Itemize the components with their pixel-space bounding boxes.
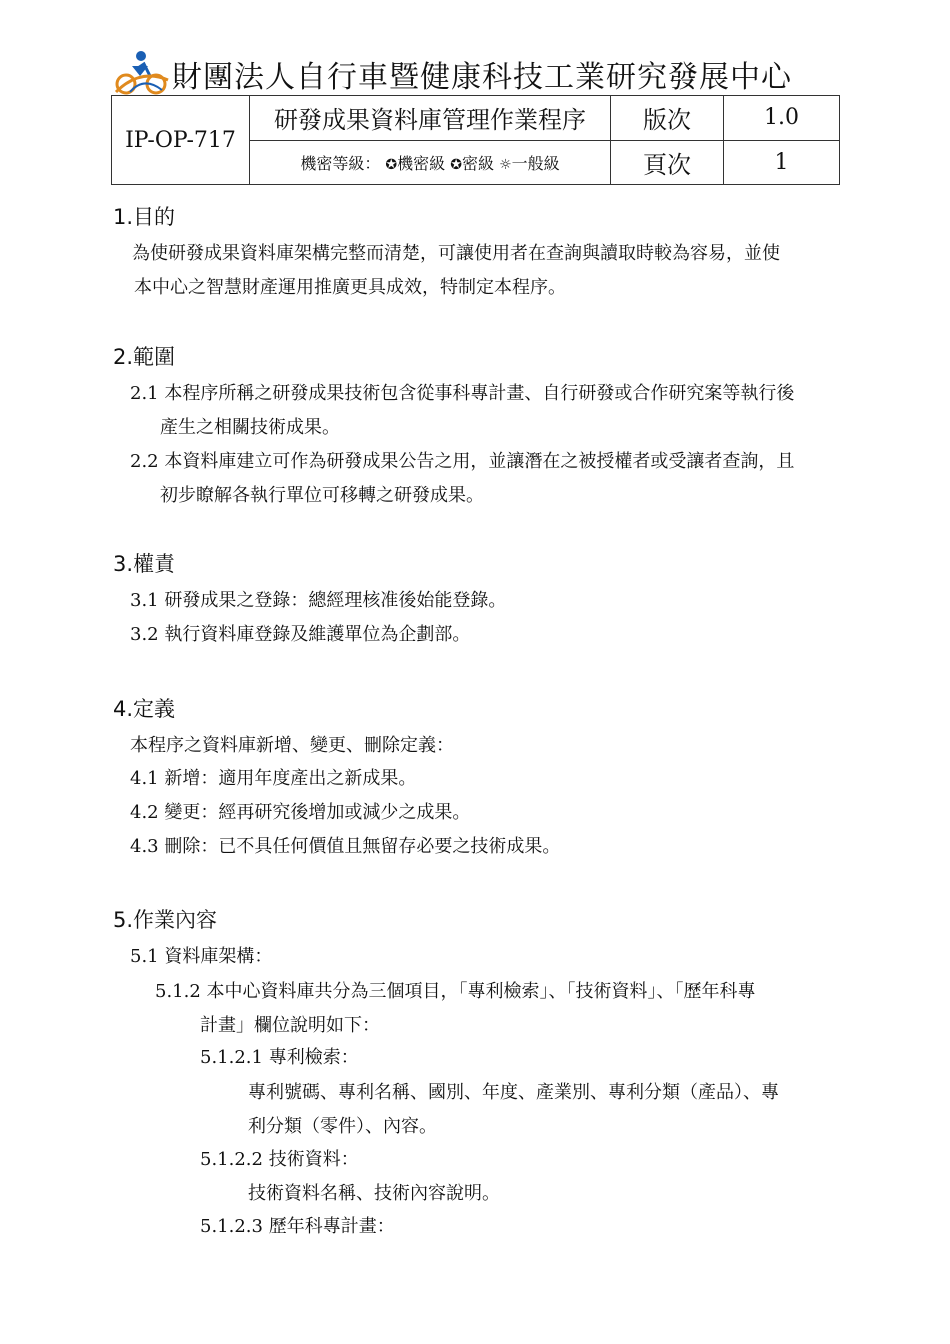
list-item — [200, 1148, 359, 1172]
item-text: 資料庫架構： — [164, 946, 273, 967]
item-text: 研發成果之登錄：總經理核准後始能登錄。 — [164, 590, 507, 611]
item-number: 5.1.2.2 — [200, 1149, 263, 1170]
classification-option: 一般級 — [511, 153, 560, 173]
section-heading: 2.範圍 — [113, 345, 176, 369]
version-label: 版次 — [611, 96, 724, 141]
list-item — [130, 589, 506, 613]
item-text: 本程序所稱之研發成果技術包含從事科專計畫、自行研發或合作研究案等執行後 — [164, 383, 795, 404]
item-continuation: 計畫」欄位說明如下： — [200, 1015, 380, 1036]
paragraph-line: 本中心之智慧財產運用推廣更具成效，特制定本程序。 — [134, 277, 566, 298]
item-text: 執行資料庫登錄及維護單位為企劃部。 — [164, 624, 471, 645]
item-text: 專利檢索： — [268, 1047, 359, 1068]
item-number: 3.1 — [130, 590, 159, 611]
page-value: 1 — [724, 140, 840, 185]
item-number: 5.1 — [130, 946, 159, 967]
list-item — [155, 980, 756, 1004]
item-number: 4.1 — [130, 768, 159, 789]
section-intro: 本程序之資料庫新增、變更、刪除定義： — [130, 735, 454, 756]
item-text: 變更：經再研究後增加或減少之成果。 — [164, 802, 471, 823]
document-info-table — [111, 95, 840, 185]
page-label: 頁次 — [611, 140, 724, 185]
item-number: 5.1.2 — [155, 981, 201, 1002]
item-continuation: 利分類（零件）、內容。 — [248, 1116, 437, 1137]
classification-cell — [250, 140, 611, 185]
radio-checked-icon: ✪ — [385, 156, 398, 173]
organization-name: 財團法人自行車暨健康科技工業研究發展中心 — [172, 60, 792, 95]
radio-checked-icon: ✪ — [450, 156, 462, 173]
list-item — [130, 801, 470, 825]
item-number: 4.2 — [130, 802, 159, 823]
list-item — [130, 945, 272, 969]
item-text: 新增：適用年度產出之新成果。 — [164, 768, 417, 789]
list-item — [130, 450, 794, 474]
item-number: 3.2 — [130, 624, 159, 645]
document-header — [110, 44, 840, 94]
document-title: 研發成果資料庫管理作業程序 — [250, 96, 611, 141]
list-item — [130, 767, 416, 791]
section-heading: 5.作業內容 — [113, 908, 218, 932]
item-text: 技術資料： — [268, 1149, 359, 1170]
item-number: 2.2 — [130, 451, 159, 472]
item-continuation: 產生之相關技術成果。 — [160, 417, 340, 438]
paragraph-line: 專利號碼、專利名稱、國別、年度、產業別、專利分類（產品）、專 — [248, 1082, 779, 1103]
list-item — [130, 835, 560, 859]
classification-option: 密級 — [462, 153, 495, 173]
version-value: 1.0 — [724, 96, 840, 141]
item-text: 本資料庫建立可作為研發成果公告之用，並讓潛在之被授權者或受讓者查詢，且 — [164, 451, 795, 472]
section-heading: 1.目的 — [113, 205, 176, 229]
radio-unchecked-icon: ☼ — [499, 156, 512, 173]
item-number: 5.1.2.3 — [200, 1216, 263, 1237]
list-item — [130, 382, 794, 406]
paragraph-line: 技術資料名稱、技術內容說明。 — [248, 1183, 500, 1204]
item-number: 4.3 — [130, 836, 159, 857]
item-continuation: 初步瞭解各執行單位可移轉之研發成果。 — [160, 485, 484, 506]
classification-label: 機密等級： — [300, 153, 381, 173]
document-code: IP-OP-717 — [112, 96, 250, 185]
section-heading: 3.權責 — [113, 552, 176, 576]
item-text: 本中心資料庫共分為三個項目，「專利檢索」、「技術資料」、「歷年科專 — [206, 981, 756, 1002]
section-heading: 4.定義 — [113, 697, 176, 721]
item-text: 刪除：已不具任何價值且無留存必要之技術成果。 — [164, 836, 561, 857]
paragraph-line: 為使研發成果資料庫架構完整而清楚，可讓使用者在查詢與讀取時較為容易，並使 — [132, 243, 780, 264]
list-item — [200, 1215, 395, 1239]
list-item — [200, 1046, 359, 1070]
classification-option: 機密級 — [397, 153, 446, 173]
organization-logo — [110, 46, 174, 96]
list-item — [130, 623, 470, 647]
item-number: 2.1 — [130, 383, 159, 404]
item-text: 歷年科專計畫： — [268, 1216, 395, 1237]
item-number: 5.1.2.1 — [200, 1047, 263, 1068]
